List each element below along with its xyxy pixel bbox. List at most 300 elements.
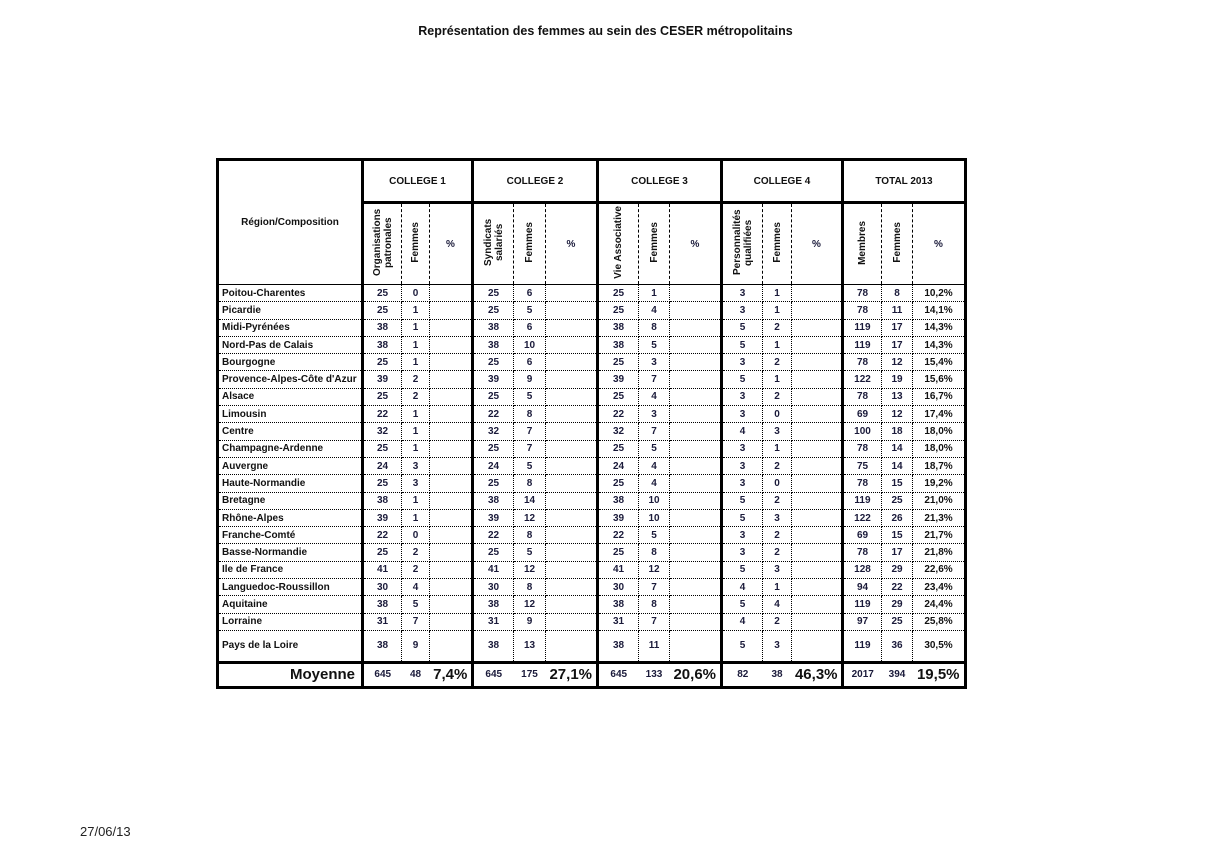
print-date: 27/06/13 xyxy=(80,824,131,839)
value-cell: 5 xyxy=(639,336,670,353)
value-cell: 3 xyxy=(763,561,792,578)
value-cell: 1 xyxy=(402,509,430,526)
value-cell: 25 xyxy=(473,388,514,405)
value-cell xyxy=(546,406,598,423)
table-row xyxy=(218,561,966,578)
value-cell: 1 xyxy=(639,285,670,302)
value-cell: 18,0% xyxy=(913,440,966,457)
value-cell: 5 xyxy=(402,596,430,613)
average-value: 394 xyxy=(882,662,913,687)
table-row xyxy=(218,613,966,630)
value-cell: 26 xyxy=(882,509,913,526)
value-cell: 2 xyxy=(763,527,792,544)
region-cell: Nord-Pas de Calais xyxy=(218,336,363,353)
subcolumn-header xyxy=(792,203,843,285)
value-cell: 14 xyxy=(882,440,913,457)
value-cell xyxy=(430,285,473,302)
region-cell: Champagne-Ardenne xyxy=(218,440,363,457)
value-cell xyxy=(430,579,473,596)
value-cell: 38 xyxy=(598,336,639,353)
value-cell xyxy=(670,371,722,388)
value-cell: 2 xyxy=(763,492,792,509)
value-cell xyxy=(670,492,722,509)
value-cell: 119 xyxy=(843,492,882,509)
value-cell: 25 xyxy=(473,544,514,561)
average-value: 46,3% xyxy=(792,662,843,687)
value-cell xyxy=(670,388,722,405)
value-cell: 0 xyxy=(402,527,430,544)
value-cell: 3 xyxy=(722,475,763,492)
value-cell: 3 xyxy=(402,475,430,492)
value-cell: 11 xyxy=(639,630,670,662)
subcolumn-label: % xyxy=(690,238,700,250)
value-cell: 22 xyxy=(363,527,402,544)
value-cell: 24 xyxy=(598,457,639,474)
value-cell: 6 xyxy=(514,319,546,336)
value-cell: 14,3% xyxy=(913,336,966,353)
value-cell: 1 xyxy=(763,302,792,319)
value-cell xyxy=(546,457,598,474)
region-header: Région/Composition xyxy=(218,160,363,285)
value-cell xyxy=(546,475,598,492)
subcolumn-header xyxy=(363,203,402,285)
value-cell: 4 xyxy=(402,579,430,596)
value-cell: 14,3% xyxy=(913,319,966,336)
value-cell: 2 xyxy=(763,457,792,474)
table-row xyxy=(218,475,966,492)
value-cell: 1 xyxy=(402,354,430,371)
value-cell: 17 xyxy=(882,544,913,561)
value-cell: 22 xyxy=(473,527,514,544)
value-cell: 25 xyxy=(882,613,913,630)
table-row xyxy=(218,336,966,353)
table-row xyxy=(218,527,966,544)
value-cell xyxy=(546,509,598,526)
average-value: 82 xyxy=(722,662,763,687)
value-cell: 9 xyxy=(402,630,430,662)
value-cell: 19 xyxy=(882,371,913,388)
region-cell: Poitou-Charentes xyxy=(218,285,363,302)
value-cell: 10 xyxy=(639,509,670,526)
value-cell: 23,4% xyxy=(913,579,966,596)
value-cell: 3 xyxy=(722,285,763,302)
value-cell: 17 xyxy=(882,336,913,353)
value-cell: 4 xyxy=(722,579,763,596)
group-header: COLLEGE 4 xyxy=(722,160,843,203)
value-cell: 1 xyxy=(402,302,430,319)
value-cell xyxy=(792,319,843,336)
value-cell: 15,6% xyxy=(913,371,966,388)
region-cell: Limousin xyxy=(218,406,363,423)
average-value: 7,4% xyxy=(430,662,473,687)
subcolumn-header xyxy=(473,203,514,285)
value-cell: 38 xyxy=(363,596,402,613)
value-cell: 78 xyxy=(843,440,882,457)
value-cell xyxy=(546,527,598,544)
table-row xyxy=(218,302,966,319)
value-cell: 9 xyxy=(514,371,546,388)
value-cell xyxy=(430,336,473,353)
value-cell: 14 xyxy=(882,457,913,474)
value-cell xyxy=(670,319,722,336)
region-cell: Basse-Normandie xyxy=(218,544,363,561)
subcolumn-label: Femmes xyxy=(410,222,421,263)
value-cell: 38 xyxy=(473,630,514,662)
table-row xyxy=(218,285,966,302)
value-cell: 1 xyxy=(402,319,430,336)
value-cell: 0 xyxy=(763,475,792,492)
value-cell: 3 xyxy=(722,354,763,371)
value-cell: 4 xyxy=(722,613,763,630)
region-cell: Languedoc-Roussillon xyxy=(218,579,363,596)
table-row xyxy=(218,596,966,613)
subcolumn-label: Personnalités qualifiées xyxy=(731,209,754,276)
subcolumn-header xyxy=(843,203,882,285)
subcolumn-label: Vie Associative xyxy=(613,206,624,279)
value-cell: 39 xyxy=(363,371,402,388)
value-cell: 2 xyxy=(763,613,792,630)
region-cell: Midi-Pyrénées xyxy=(218,319,363,336)
value-cell: 38 xyxy=(598,492,639,509)
value-cell xyxy=(546,302,598,319)
region-cell: Centre xyxy=(218,423,363,440)
value-cell: 1 xyxy=(402,336,430,353)
value-cell: 119 xyxy=(843,630,882,662)
value-cell: 25 xyxy=(598,285,639,302)
subcolumn-header xyxy=(546,203,598,285)
value-cell: 17 xyxy=(882,319,913,336)
value-cell: 38 xyxy=(363,630,402,662)
value-cell: 1 xyxy=(763,336,792,353)
value-cell: 1 xyxy=(763,371,792,388)
value-cell xyxy=(792,423,843,440)
value-cell xyxy=(430,492,473,509)
value-cell xyxy=(792,527,843,544)
value-cell: 15,4% xyxy=(913,354,966,371)
value-cell xyxy=(546,630,598,662)
average-value: 645 xyxy=(598,662,639,687)
value-cell xyxy=(546,579,598,596)
region-cell: Bretagne xyxy=(218,492,363,509)
value-cell: 29 xyxy=(882,561,913,578)
value-cell: 2 xyxy=(763,319,792,336)
value-cell: 3 xyxy=(722,544,763,561)
value-cell xyxy=(792,561,843,578)
value-cell xyxy=(670,406,722,423)
value-cell: 30 xyxy=(473,579,514,596)
subcolumn-label: Femmes xyxy=(648,222,660,263)
value-cell: 39 xyxy=(363,509,402,526)
value-cell: 25 xyxy=(473,440,514,457)
value-cell: 8 xyxy=(514,406,546,423)
value-cell: 122 xyxy=(843,509,882,526)
value-cell xyxy=(670,336,722,353)
table-row xyxy=(218,492,966,509)
value-cell: 39 xyxy=(473,509,514,526)
value-cell: 41 xyxy=(598,561,639,578)
value-cell: 3 xyxy=(763,509,792,526)
value-cell: 78 xyxy=(843,388,882,405)
value-cell xyxy=(792,406,843,423)
subcolumn-label: Femmes xyxy=(771,222,783,263)
value-cell: 25 xyxy=(363,440,402,457)
value-cell: 31 xyxy=(363,613,402,630)
value-cell: 25 xyxy=(473,354,514,371)
value-cell xyxy=(430,354,473,371)
value-cell: 4 xyxy=(763,596,792,613)
value-cell: 7 xyxy=(639,423,670,440)
group-header: TOTAL 2013 xyxy=(843,160,966,203)
average-value: 133 xyxy=(639,662,670,687)
value-cell xyxy=(792,457,843,474)
value-cell: 78 xyxy=(843,475,882,492)
value-cell: 2 xyxy=(402,561,430,578)
value-cell: 21,0% xyxy=(913,492,966,509)
region-cell: Franche-Comté xyxy=(218,527,363,544)
value-cell: 3 xyxy=(722,388,763,405)
region-cell: Bourgogne xyxy=(218,354,363,371)
value-cell xyxy=(670,302,722,319)
value-cell: 1 xyxy=(763,579,792,596)
value-cell: 22 xyxy=(473,406,514,423)
value-cell: 11 xyxy=(882,302,913,319)
subcolumn-label: Membres xyxy=(857,220,868,265)
value-cell: 12 xyxy=(639,561,670,578)
value-cell: 25 xyxy=(473,302,514,319)
value-cell: 30 xyxy=(363,579,402,596)
value-cell: 29 xyxy=(882,596,913,613)
value-cell: 5 xyxy=(722,319,763,336)
value-cell xyxy=(670,579,722,596)
value-cell: 31 xyxy=(598,613,639,630)
value-cell: 5 xyxy=(514,388,546,405)
value-cell: 39 xyxy=(598,371,639,388)
value-cell: 38 xyxy=(473,492,514,509)
value-cell: 12 xyxy=(882,354,913,371)
value-cell: 4 xyxy=(639,475,670,492)
subcolumn-header xyxy=(639,203,670,285)
value-cell: 3 xyxy=(722,457,763,474)
value-cell: 2 xyxy=(402,371,430,388)
value-cell: 13 xyxy=(882,388,913,405)
table-row xyxy=(218,579,966,596)
value-cell xyxy=(546,285,598,302)
table-row xyxy=(218,388,966,405)
value-cell: 15 xyxy=(882,527,913,544)
value-cell: 119 xyxy=(843,336,882,353)
value-cell: 2 xyxy=(402,544,430,561)
value-cell xyxy=(670,544,722,561)
value-cell: 25 xyxy=(598,544,639,561)
value-cell: 38 xyxy=(363,319,402,336)
value-cell: 8 xyxy=(514,579,546,596)
value-cell xyxy=(792,475,843,492)
value-cell: 22 xyxy=(363,406,402,423)
value-cell: 6 xyxy=(514,354,546,371)
value-cell: 10,2% xyxy=(913,285,966,302)
header-row-groups xyxy=(218,160,966,203)
value-cell: 25 xyxy=(363,544,402,561)
value-cell: 38 xyxy=(598,596,639,613)
value-cell xyxy=(546,371,598,388)
value-cell xyxy=(792,354,843,371)
value-cell xyxy=(792,440,843,457)
average-value: 27,1% xyxy=(546,662,598,687)
value-cell: 9 xyxy=(514,613,546,630)
value-cell: 41 xyxy=(363,561,402,578)
value-cell: 8 xyxy=(639,544,670,561)
average-value: 645 xyxy=(473,662,514,687)
value-cell: 12 xyxy=(514,509,546,526)
value-cell: 38 xyxy=(598,630,639,662)
value-cell: 3 xyxy=(639,354,670,371)
subcolumn-header xyxy=(514,203,546,285)
value-cell: 5 xyxy=(514,457,546,474)
value-cell xyxy=(430,475,473,492)
value-cell: 69 xyxy=(843,527,882,544)
table-row xyxy=(218,371,966,388)
value-cell: 25 xyxy=(598,302,639,319)
average-value: 38 xyxy=(763,662,792,687)
value-cell: 5 xyxy=(722,336,763,353)
value-cell xyxy=(430,388,473,405)
value-cell: 22,6% xyxy=(913,561,966,578)
value-cell: 4 xyxy=(639,388,670,405)
value-cell: 17,4% xyxy=(913,406,966,423)
average-label: Moyenne xyxy=(218,662,363,687)
value-cell: 8 xyxy=(882,285,913,302)
region-cell: Rhône-Alpes xyxy=(218,509,363,526)
value-cell: 25 xyxy=(882,492,913,509)
subcolumn-label: % xyxy=(934,238,943,250)
average-value: 19,5% xyxy=(913,662,966,687)
table-row xyxy=(218,509,966,526)
value-cell: 12 xyxy=(514,596,546,613)
value-cell: 24 xyxy=(363,457,402,474)
value-cell xyxy=(546,440,598,457)
value-cell xyxy=(792,613,843,630)
value-cell: 1 xyxy=(402,406,430,423)
value-cell: 6 xyxy=(514,285,546,302)
value-cell xyxy=(546,388,598,405)
value-cell xyxy=(546,492,598,509)
value-cell: 38 xyxy=(473,596,514,613)
value-cell: 5 xyxy=(514,544,546,561)
value-cell: 5 xyxy=(722,630,763,662)
value-cell xyxy=(430,527,473,544)
value-cell: 18,0% xyxy=(913,423,966,440)
average-value: 48 xyxy=(402,662,430,687)
value-cell: 3 xyxy=(639,406,670,423)
subcolumn-label: % xyxy=(566,238,576,250)
subcolumn-label: Syndicats salariés xyxy=(482,218,505,267)
value-cell xyxy=(430,613,473,630)
value-cell xyxy=(546,336,598,353)
value-cell: 25 xyxy=(363,475,402,492)
value-cell: 21,8% xyxy=(913,544,966,561)
value-cell xyxy=(430,630,473,662)
value-cell xyxy=(792,596,843,613)
value-cell xyxy=(670,630,722,662)
average-row xyxy=(218,662,966,687)
value-cell xyxy=(430,561,473,578)
value-cell xyxy=(792,544,843,561)
value-cell xyxy=(792,492,843,509)
subcolumn-header xyxy=(882,203,913,285)
table-row xyxy=(218,406,966,423)
value-cell: 25 xyxy=(473,475,514,492)
value-cell: 78 xyxy=(843,544,882,561)
value-cell: 3 xyxy=(722,527,763,544)
value-cell: 22 xyxy=(598,406,639,423)
subcolumn-header xyxy=(430,203,473,285)
value-cell: 30,5% xyxy=(913,630,966,662)
value-cell: 122 xyxy=(843,371,882,388)
value-cell: 3 xyxy=(402,457,430,474)
value-cell: 32 xyxy=(473,423,514,440)
region-cell: Auvergne xyxy=(218,457,363,474)
value-cell xyxy=(792,285,843,302)
value-cell xyxy=(670,440,722,457)
value-cell: 5 xyxy=(722,509,763,526)
region-cell: Alsace xyxy=(218,388,363,405)
value-cell xyxy=(430,440,473,457)
value-cell: 5 xyxy=(514,302,546,319)
region-cell: Haute-Normandie xyxy=(218,475,363,492)
value-cell: 5 xyxy=(722,561,763,578)
average-value: 175 xyxy=(514,662,546,687)
value-cell: 8 xyxy=(639,319,670,336)
value-cell: 39 xyxy=(473,371,514,388)
region-cell: Ile de France xyxy=(218,561,363,578)
value-cell: 75 xyxy=(843,457,882,474)
average-value: 645 xyxy=(363,662,402,687)
value-cell xyxy=(792,630,843,662)
value-cell: 4 xyxy=(639,457,670,474)
average-value: 2017 xyxy=(843,662,882,687)
value-cell: 69 xyxy=(843,406,882,423)
subcolumn-header xyxy=(763,203,792,285)
value-cell xyxy=(670,475,722,492)
value-cell: 1 xyxy=(763,440,792,457)
value-cell: 7 xyxy=(514,440,546,457)
value-cell: 32 xyxy=(363,423,402,440)
value-cell: 14,1% xyxy=(913,302,966,319)
value-cell: 3 xyxy=(722,440,763,457)
value-cell: 5 xyxy=(639,440,670,457)
value-cell: 38 xyxy=(363,492,402,509)
value-cell: 16,7% xyxy=(913,388,966,405)
value-cell: 36 xyxy=(882,630,913,662)
value-cell xyxy=(546,613,598,630)
value-cell: 19,2% xyxy=(913,475,966,492)
value-cell xyxy=(670,354,722,371)
value-cell xyxy=(430,406,473,423)
subcolumn-label: Femmes xyxy=(891,222,903,263)
subcolumn-header xyxy=(722,203,763,285)
value-cell: 1 xyxy=(402,492,430,509)
average-value: 20,6% xyxy=(670,662,722,687)
value-cell xyxy=(430,509,473,526)
value-cell xyxy=(792,388,843,405)
value-cell: 119 xyxy=(843,319,882,336)
value-cell: 7 xyxy=(639,613,670,630)
value-cell: 5 xyxy=(722,596,763,613)
ceser-table xyxy=(216,158,967,689)
value-cell xyxy=(430,319,473,336)
table-row xyxy=(218,544,966,561)
region-cell: Pays de la Loire xyxy=(218,630,363,662)
